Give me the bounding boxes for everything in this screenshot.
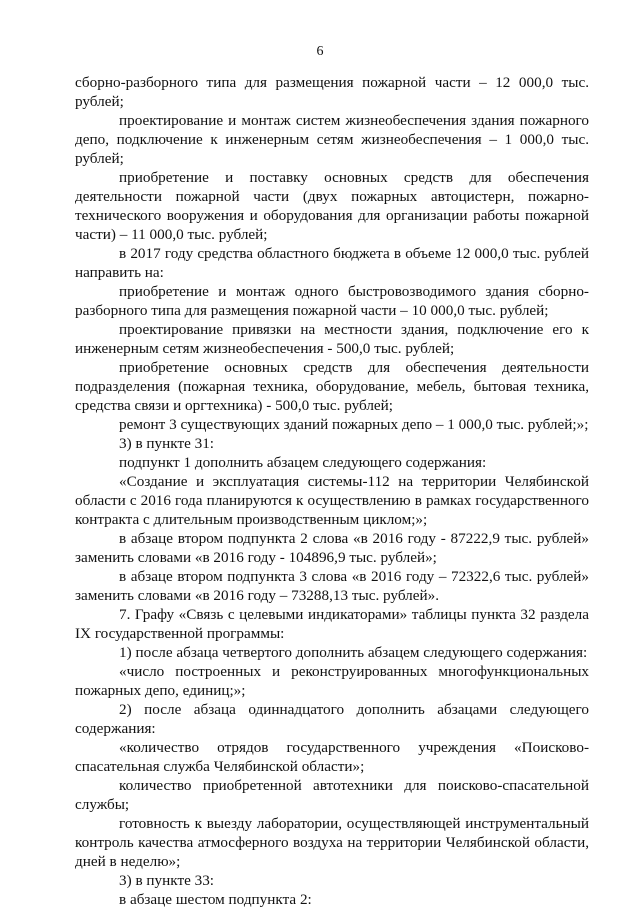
paragraph: проектирование и монтаж систем жизнеобеспечения здания пожарного депо, подключение к инженерным сетям жизнеобеспечения – 1 000,0 тыс. рублей;: [75, 112, 589, 167]
paragraph: готовность к выезду лаборатории, осуществляющей инструментальный контроль качества атмосферного воздуха на территории Челябинской области, дней в неделю»;: [75, 815, 589, 870]
paragraph: проектирование привязки на местности здания, подключение его к инженерным сетям жизнеобеспечения - 500,0 тыс. рублей;: [75, 321, 589, 357]
paragraph: приобретение основных средств для обеспечения деятельности подразделения (пожарная техника, оборудование, мебель, бытовая техника, средства связи и оргтехника) - 500,0 тыс. рублей;: [75, 359, 589, 414]
paragraph: приобретение и поставку основных средств для обеспечения деятельности пожарной части (двух пожарных автоцистерн, пожарно-технического вооружения и оборудования для организации работы пожарной части) – 11 000,0 тыс. рублей;: [75, 169, 589, 243]
paragraph: «количество отрядов государственного учреждения «Поисково-спасательная служба Челябинской области»;: [75, 739, 589, 775]
paragraph: 3) в пункте 33:: [119, 872, 215, 889]
paragraph: в 2017 году средства областного бюджета в объеме 12 000,0 тыс. рублей направить на:: [75, 245, 589, 281]
paragraph: 2) после абзаца одиннадцатого дополнить абзацами следующего содержания:: [75, 701, 589, 737]
paragraph: «число построенных и реконструированных многофункциональных пожарных депо, единиц;»;: [75, 663, 589, 699]
page-number: 6: [316, 44, 324, 59]
paragraph: 3) в пункте 31:: [119, 435, 215, 452]
paragraph: 7. Графу «Связь с целевыми индикаторами» таблицы пункта 32 раздела IX государственной программы:: [75, 606, 589, 642]
paragraph: в абзаце втором подпункта 3 слова «в 2016 году – 72322,6 тыс. рублей» заменить словами «в 2016 году – 73288,13 тыс. рублей».: [75, 568, 589, 604]
paragraph: приобретение и монтаж одного быстровозводимого здания сборно-разборного типа для размещения пожарной части – 10 000,0 тыс. рублей;: [75, 283, 589, 319]
paragraph: в абзаце втором подпункта 2 слова «в 2016 году - 87222,9 тыс. рублей» заменить словами «в 2016 году - 104896,9 тыс. рублей»;: [75, 530, 589, 566]
paragraph: ремонт 3 существующих зданий пожарных депо – 1 000,0 тыс. рублей;»;: [119, 416, 589, 433]
paragraph: 1) после абзаца четвертого дополнить абзацем следующего содержания:: [119, 644, 588, 661]
paragraph: сборно-разборного типа для размещения пожарной части – 12 000,0 тыс. рублей;: [75, 74, 589, 110]
paragraph: «Создание и эксплуатация системы-112 на территории Челябинской области с 2016 года планируются к осуществлению в рамках государственного контракта с длительным производственным циклом;»;: [75, 473, 589, 528]
paragraph: количество приобретенной автотехники для поисково-спасательной службы;: [75, 777, 589, 813]
paragraph: в абзаце шестом подпункта 2:: [119, 891, 312, 908]
paragraph: подпункт 1 дополнить абзацем следующего содержания:: [119, 454, 487, 471]
document-body: [75, 73, 589, 909]
